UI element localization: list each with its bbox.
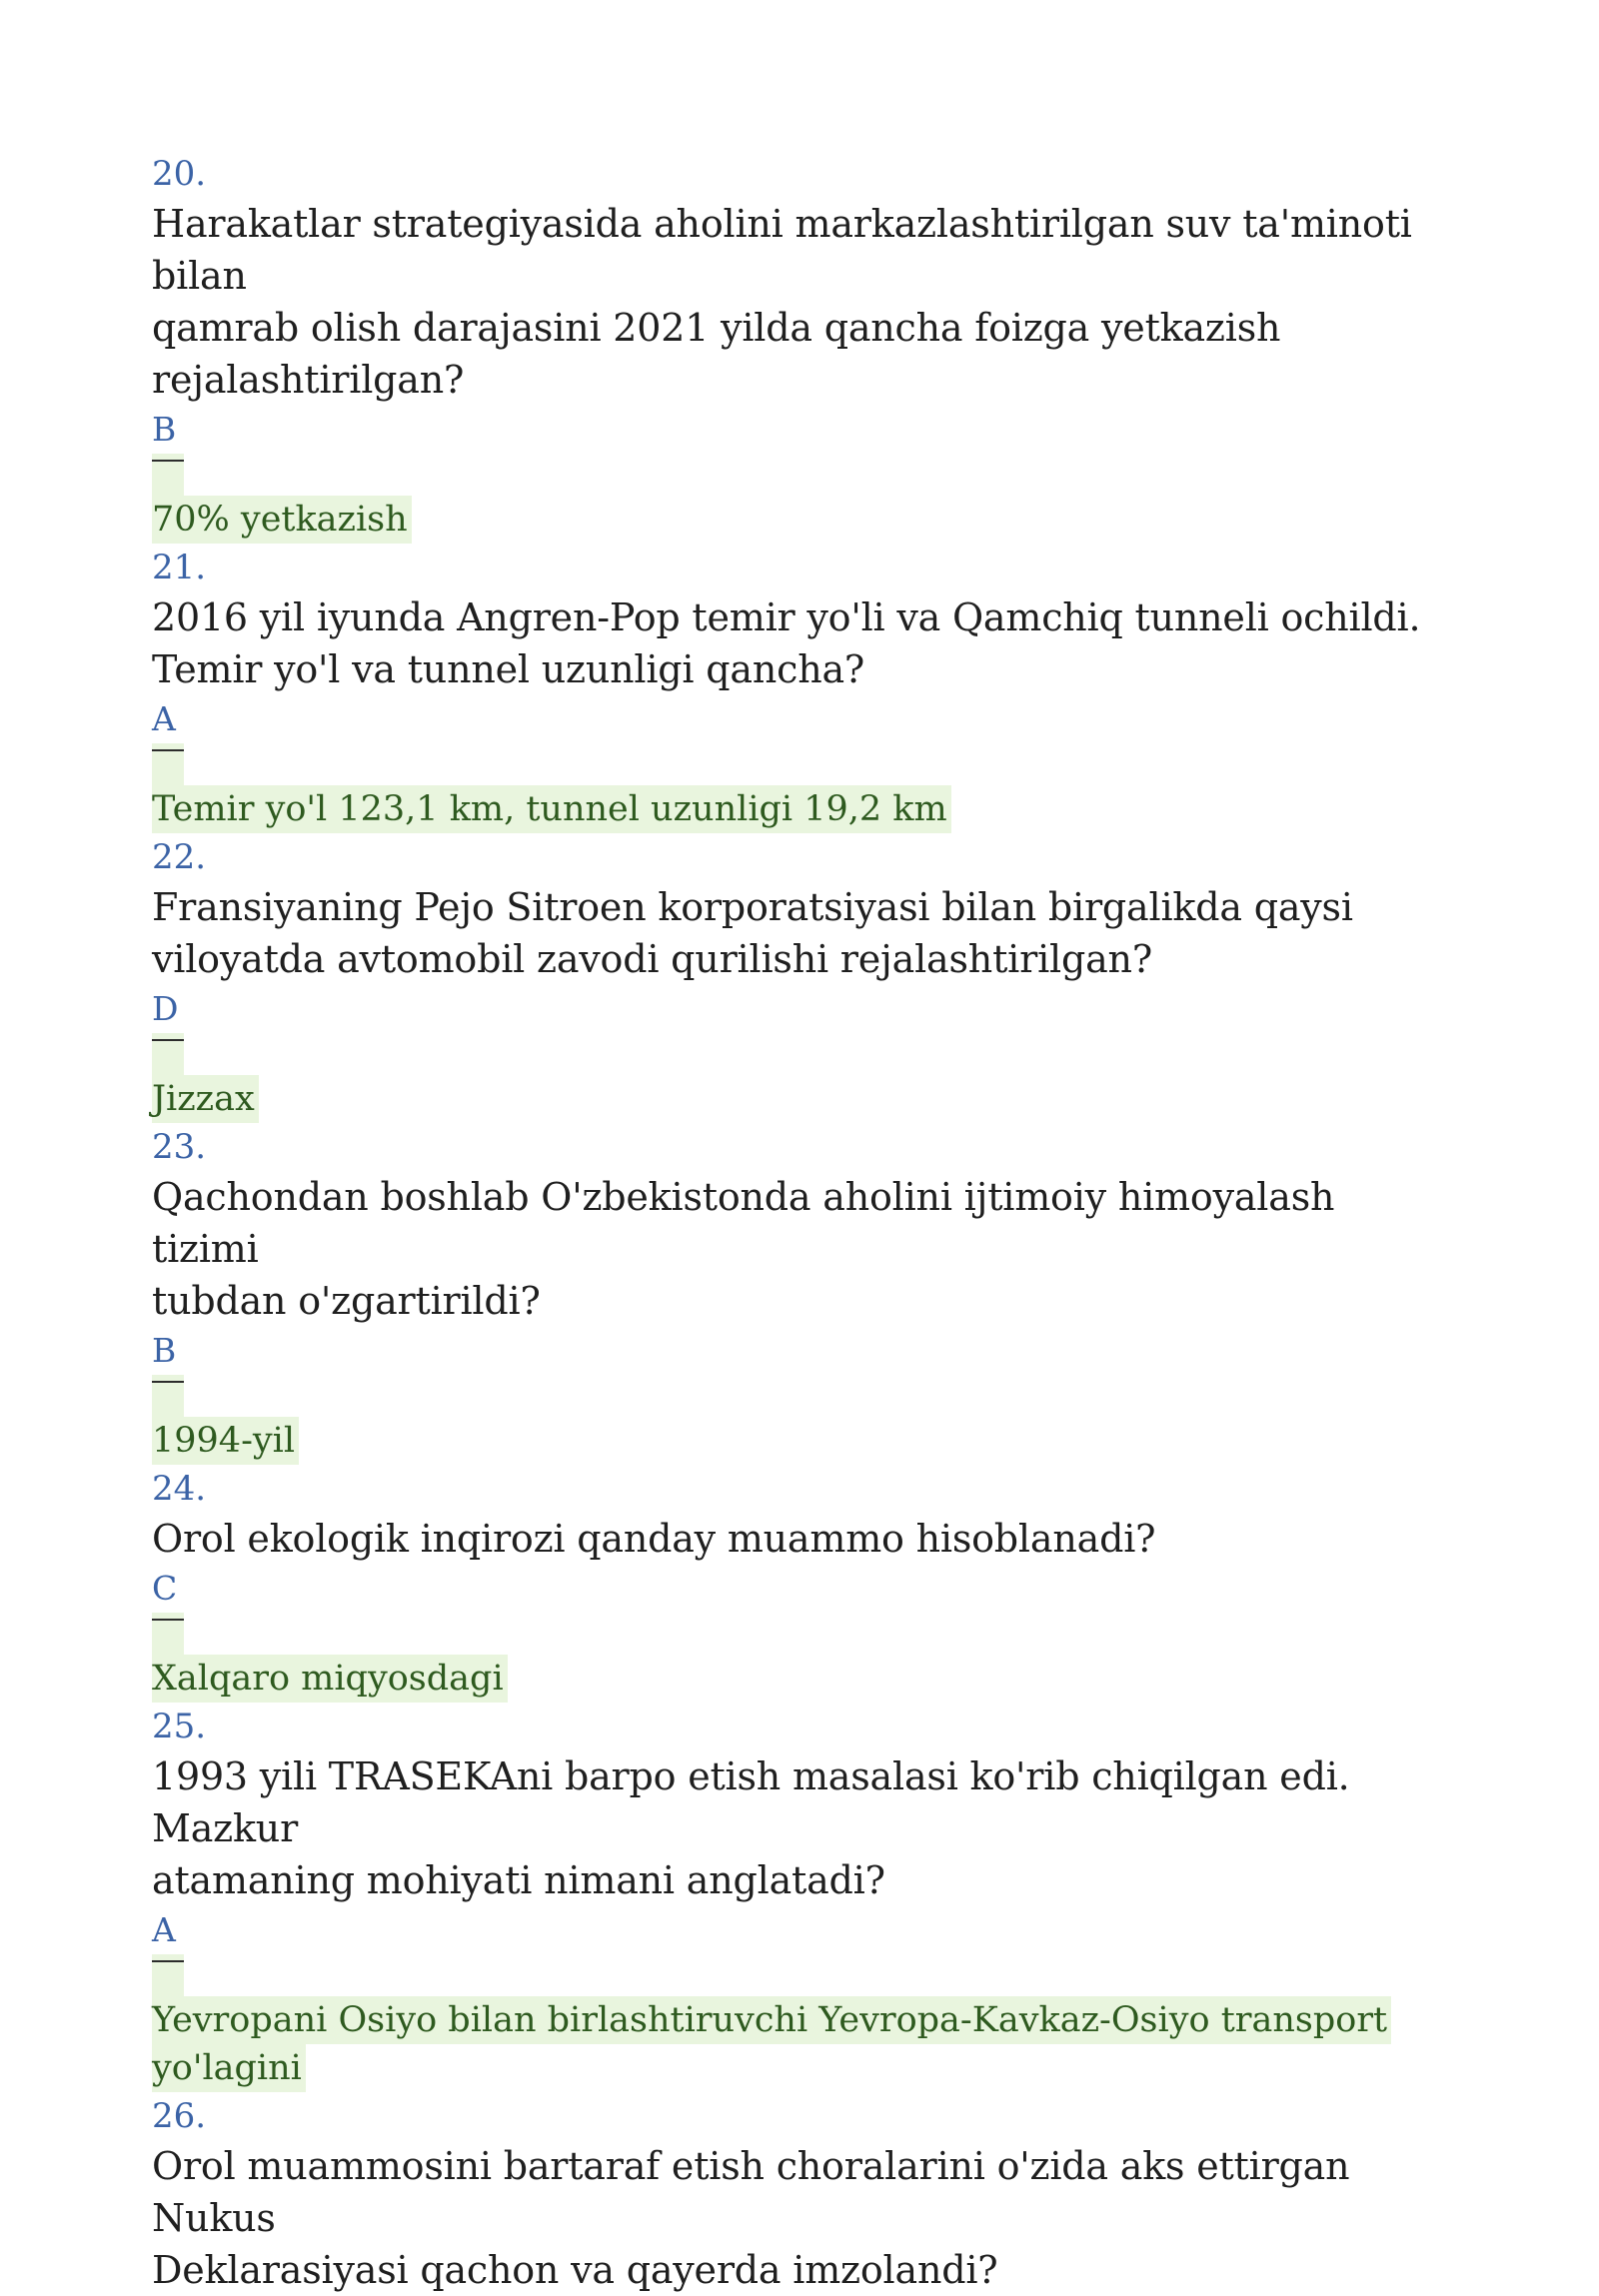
question-item bbox=[152, 2092, 1451, 2296]
answer-separator bbox=[152, 743, 1451, 785]
question-number: 22. bbox=[152, 837, 207, 877]
question-text bbox=[152, 881, 1451, 985]
question-number: 25. bbox=[152, 1707, 207, 1746]
question-line: 1993 yili TRASEKAni barpo etish masalasi ko'rib chiqilgan edi. Mazkur bbox=[152, 1754, 1350, 1850]
answer-letter: B bbox=[152, 1331, 177, 1370]
answer-separator bbox=[152, 1954, 1451, 1996]
question-number: 26. bbox=[152, 2096, 207, 2136]
question-line: qamrab olish darajasini 2021 yilda qancha foizga yetkazish bbox=[152, 306, 1281, 350]
question-text bbox=[152, 2140, 1451, 2296]
question-item bbox=[152, 544, 1451, 833]
answer-text bbox=[152, 1996, 1451, 2092]
question-item bbox=[152, 833, 1451, 1123]
question-number: 21. bbox=[152, 548, 207, 587]
answer-line: Yevropani Osiyo bilan birlashtiruvchi Yevropa-Kavkaz-Osiyo transport bbox=[152, 1996, 1391, 2044]
answer-letter: A bbox=[152, 1910, 176, 1949]
answer-letter: B bbox=[152, 410, 177, 449]
answer-line: yo'lagini bbox=[152, 2044, 306, 2092]
question-item bbox=[152, 150, 1451, 544]
question-line: Temir yo'l va tunnel uzunligi qancha? bbox=[152, 647, 865, 691]
question-text bbox=[152, 591, 1451, 695]
answer-text bbox=[152, 1417, 1451, 1465]
question-line: Harakatlar strategiyasida aholini markazlashtirilgan suv ta'minoti bilan bbox=[152, 202, 1412, 298]
answer-text bbox=[152, 785, 1451, 833]
answer-separator bbox=[152, 1033, 1451, 1075]
question-line: Orol ekologik inqirozi qanday muammo hisoblanadi? bbox=[152, 1517, 1156, 1561]
question-line: Orol muammosini bartaraf etish choralarini o'zida aks ettirgan Nukus bbox=[152, 2144, 1350, 2240]
question-number: 20. bbox=[152, 154, 207, 194]
answer-letter: D bbox=[152, 989, 179, 1028]
question-line: tubdan o'zgartirildi? bbox=[152, 1279, 541, 1323]
question-text bbox=[152, 1513, 1451, 1565]
question-item bbox=[152, 1465, 1451, 1703]
question-number: 24. bbox=[152, 1469, 207, 1509]
answer-text bbox=[152, 1075, 1451, 1123]
question-line: 2016 yil iyunda Angren-Pop temir yo'li va Qamchiq tunneli ochildi. bbox=[152, 595, 1421, 639]
answer-line: Xalqaro miqyosdagi bbox=[152, 1655, 508, 1703]
question-text bbox=[152, 198, 1451, 406]
question-line: viloyatda avtomobil zavodi qurilishi rejalashtirilgan? bbox=[152, 937, 1153, 981]
question-text bbox=[152, 1171, 1451, 1327]
answer-line: 1994-yil bbox=[152, 1417, 299, 1465]
question-number: 23. bbox=[152, 1127, 207, 1167]
question-line: atamaning mohiyati nimani anglatadi? bbox=[152, 1858, 885, 1902]
answer-letter: C bbox=[152, 1569, 178, 1608]
question-line: Deklarasiyasi qachon va qayerda imzolandi? bbox=[152, 2248, 998, 2292]
answer-separator bbox=[152, 454, 1451, 496]
question-text bbox=[152, 1750, 1451, 1906]
answer-text bbox=[152, 1655, 1451, 1703]
question-item bbox=[152, 1123, 1451, 1465]
answer-separator bbox=[152, 1375, 1451, 1417]
answer-line: Temir yo'l 123,1 km, tunnel uzunligi 19,2 km bbox=[152, 785, 951, 833]
question-list bbox=[152, 150, 1451, 2296]
question-line: Qachondan boshlab O'zbekistonda aholini ijtimoiy himoyalash tizimi bbox=[152, 1175, 1335, 1271]
answer-letter: A bbox=[152, 699, 176, 738]
question-line: rejalashtirilgan? bbox=[152, 358, 465, 402]
answer-text bbox=[152, 496, 1451, 544]
question-item bbox=[152, 1703, 1451, 2092]
question-line: Fransiyaning Pejo Sitroen korporatsiyasi bilan birgalikda qaysi bbox=[152, 885, 1353, 929]
answer-separator bbox=[152, 1613, 1451, 1655]
answer-line: 70% yetkazish bbox=[152, 496, 412, 544]
answer-line: Jizzax bbox=[152, 1075, 259, 1123]
